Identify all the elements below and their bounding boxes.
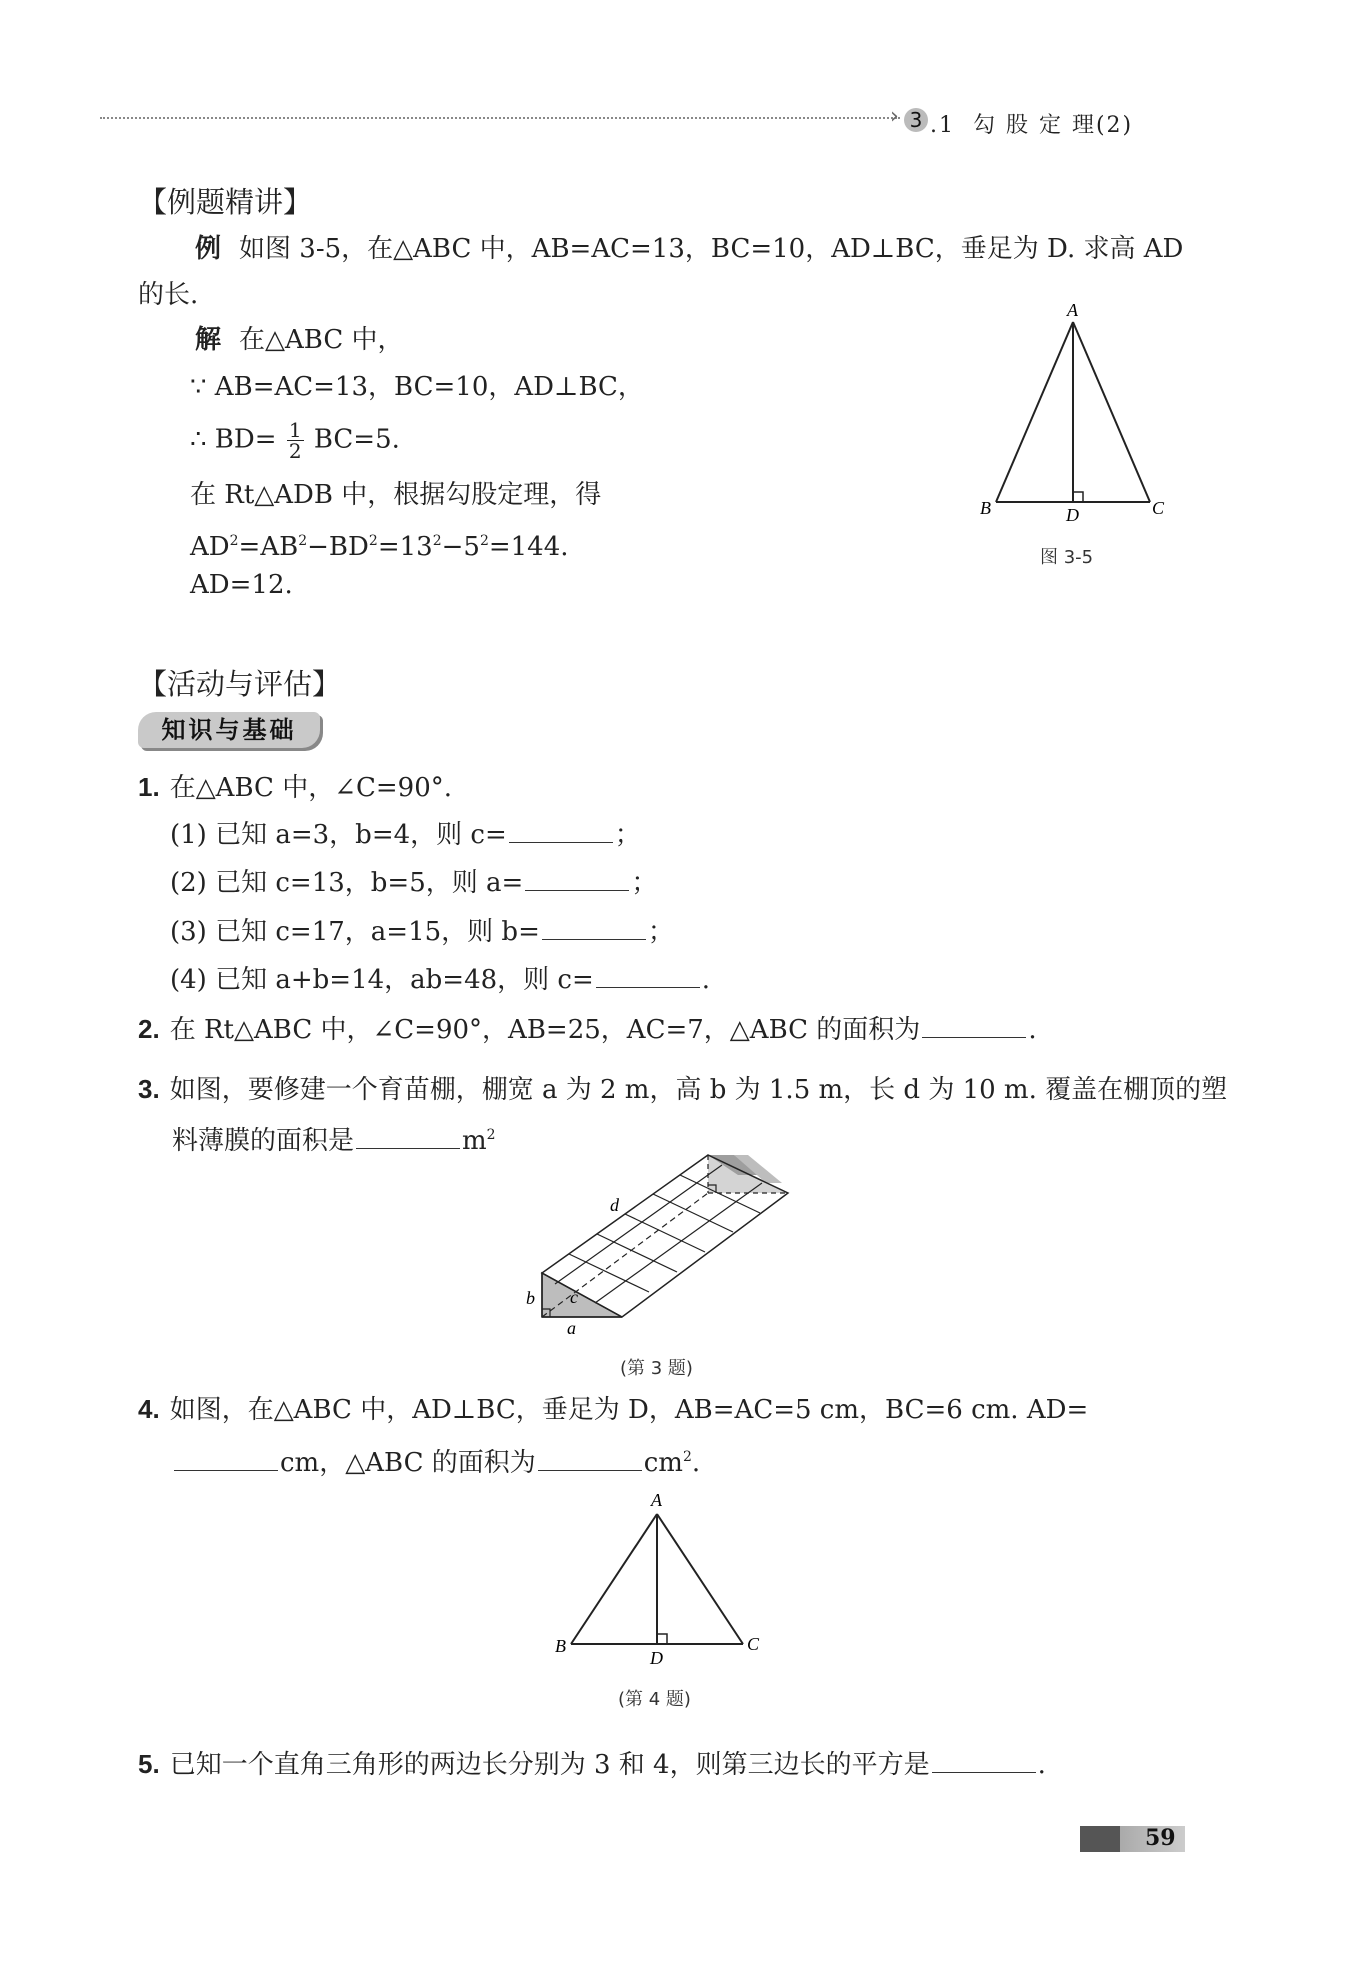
knowledge-badge	[138, 712, 320, 748]
knowledge-badge-text: 知识与基础	[161, 716, 297, 744]
question-3-line1: 3. 如图，要修建一个育苗棚，棚宽 a 为 2 m，高 b 为 1.5 m，长 d 为 10 m. 覆盖在棚顶的塑	[138, 1074, 1228, 1105]
question-4-caption: (第 4 题)	[618, 1689, 691, 1710]
solution-line-6: AD=12.	[190, 570, 293, 600]
page-number: 59	[1145, 1825, 1176, 1851]
answer-blank[interactable]	[596, 963, 700, 988]
label-c: c	[570, 1287, 578, 1307]
solution-line-1: 解 在△ABC 中，	[195, 325, 404, 355]
side-ac	[1073, 322, 1150, 502]
fraction-numerator: 1	[288, 418, 302, 442]
answer-blank[interactable]	[932, 1748, 1036, 1773]
header-arrow-icon: ›	[890, 104, 899, 129]
fraction-half	[287, 420, 304, 461]
solution-line-3: ∴ BD= $\frac{1}{2}$ BC=5.	[190, 418, 400, 463]
example-section-title: 【例题精讲】	[138, 185, 313, 219]
answer-blank[interactable]	[542, 915, 646, 940]
question-2-number: 2.	[138, 1014, 160, 1044]
side-ab	[571, 1514, 657, 1644]
label-d: D	[1066, 505, 1079, 525]
answer-blank[interactable]	[509, 818, 613, 843]
question-1-part-4: (4) 已知 a+b=14，ab=48，则 c= .	[170, 965, 711, 995]
label-d: D	[650, 1648, 663, 1668]
question-5: 5. 已知一个直角三角形的两边长分别为 3 和 4，则第三边长的平方是 .	[138, 1749, 1046, 1780]
answer-blank[interactable]	[174, 1446, 278, 1471]
fraction-denominator: 2	[288, 439, 302, 463]
question-4-figure	[545, 1488, 775, 1668]
label-a: A	[651, 1490, 662, 1510]
question-1-number: 1.	[138, 772, 160, 802]
answer-blank[interactable]	[538, 1446, 642, 1471]
roof-long-line-1	[555, 1165, 722, 1284]
question-3-caption: (第 3 题)	[620, 1358, 693, 1379]
label-b: B	[980, 498, 991, 518]
figure-3-5	[960, 300, 1180, 530]
label-b: B	[555, 1636, 566, 1656]
label-c: C	[747, 1634, 760, 1654]
question-3-line2: 料薄膜的面积是 $m^2$	[172, 1126, 496, 1156]
chapter-number: 3	[909, 108, 923, 132]
question-1-part-1: (1) 已知 a=3，b=4，则 c= ；	[170, 820, 641, 850]
answer-blank[interactable]	[525, 866, 629, 891]
question-2: 2. 在 Rt△ABC 中，∠C=90°，AB=25，AC=7，△ABC 的面积为 .	[138, 1014, 1037, 1045]
question-1-part-3: (3) 已知 c=17，a=15，则 b= ；	[170, 917, 674, 947]
question-3-number: 3.	[138, 1074, 160, 1104]
greenhouse-figure	[520, 1145, 800, 1340]
answer-blank[interactable]	[356, 1124, 460, 1149]
example-label: 例	[195, 234, 222, 264]
question-1-stem: 1. 在△ABC 中，∠C=90°.	[138, 772, 453, 803]
side-ac	[657, 1514, 743, 1644]
label-a: a	[567, 1318, 576, 1338]
answer-blank[interactable]	[922, 1013, 1026, 1038]
label-d: d	[610, 1195, 619, 1215]
question-1-part-2: (2) 已知 c=13，b=5，则 a= ；	[170, 868, 658, 898]
solution-line-2: ∵ AB=AC=13，BC=10，AD⊥BC，	[190, 372, 644, 402]
label-b: b	[526, 1288, 535, 1308]
right-angle-mark	[657, 1634, 667, 1644]
chapter-number-circle	[904, 108, 928, 132]
solution-line-5: $AD^2=AB^2-BD^2=13^2-5^2=144$.	[190, 532, 569, 562]
label-c: C	[1152, 498, 1165, 518]
solution-line-4: 在 Rt△ADB 中，根据勾股定理，得	[190, 480, 602, 510]
question-4-number: 4.	[138, 1394, 160, 1424]
right-angle-mark	[1073, 492, 1083, 502]
label-a: A	[1067, 300, 1078, 320]
roof-long-line-2	[595, 1183, 762, 1303]
question-4-line2: cm，△ABC 的面积为 $cm^2$.	[172, 1440, 700, 1480]
side-ab	[996, 322, 1073, 502]
header-dotted-rule	[100, 117, 900, 119]
question-5-number: 5.	[138, 1749, 160, 1779]
example-problem-line2: 的长.	[138, 280, 199, 310]
figure-3-5-caption: 图 3-5	[1040, 547, 1094, 568]
question-4-line1: 4. 如图，在△ABC 中，AD⊥BC，垂足为 D，AB=AC=5 cm，BC=6 cm. AD=	[138, 1394, 1089, 1425]
example-problem-line1: 例 如图 3-5，在△ABC 中，AB=AC=13，BC=10，AD⊥BC，垂足为 D. 求高 AD	[195, 234, 1184, 264]
solution-label: 解	[195, 325, 222, 355]
activity-section-title: 【活动与评估】	[138, 667, 342, 701]
header-title: .1 勾 股 定 理(2)	[930, 113, 1134, 138]
